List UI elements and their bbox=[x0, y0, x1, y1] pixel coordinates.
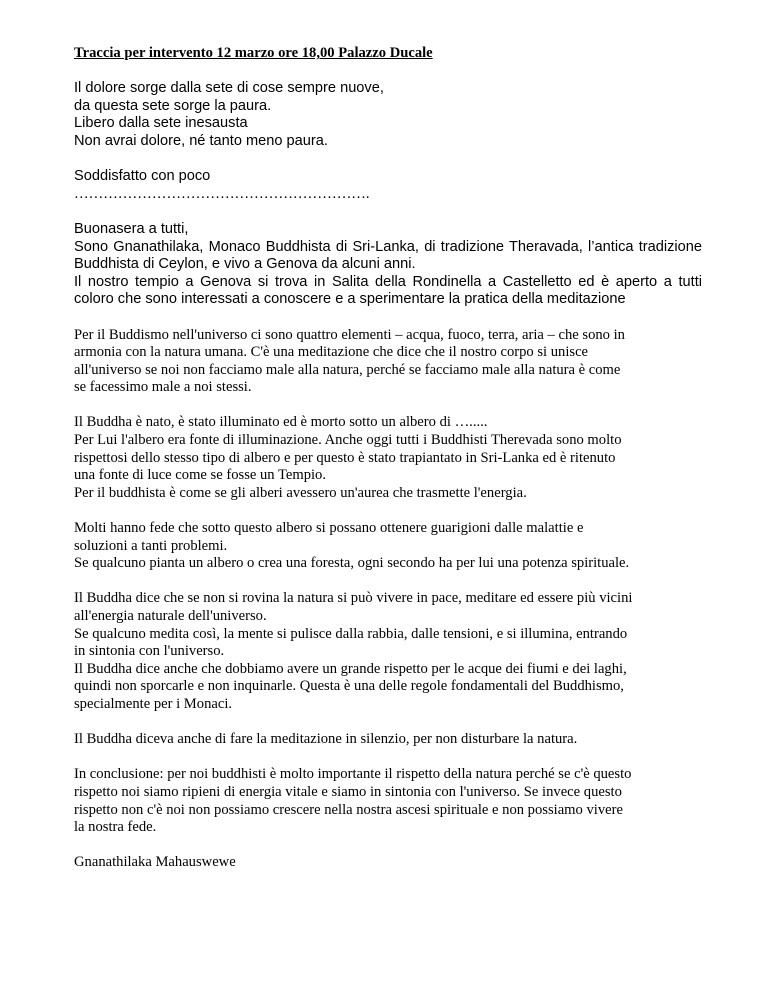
paragraph-line: Il Buddha è nato, è stato illuminato ed è morto sotto un albero di …..... bbox=[74, 414, 488, 431]
paragraph bbox=[74, 520, 702, 573]
paragraph-line: rispetto non c'è noi non possiamo crescere nella nostra ascesi spirituale e non possiamo vivere bbox=[74, 801, 623, 818]
paragraph-line: la nostra fede. bbox=[74, 819, 157, 836]
soddisfatto-block bbox=[74, 168, 702, 203]
paragraph-line: all'energia naturale dell'universo. bbox=[74, 608, 267, 624]
paragraph-line: In conclusione: per noi buddhisti è molto importante il rispetto della natura perché se c'è questo bbox=[74, 766, 632, 783]
poem-line: Il dolore sorge dalla sete di cose sempre nuove, bbox=[74, 80, 384, 97]
paragraph-line: armonia con la natura umana. C'è una meditazione che dice che il nostro corpo si unisce bbox=[74, 344, 589, 361]
dotted-line: ……………………………………………………. bbox=[74, 185, 370, 202]
paragraph-line: Se qualcuno medita così, la mente si pulisce dalla rabbia, dalle tensioni, e si illumina, entrando bbox=[74, 625, 628, 642]
paragraph-line: Per il buddhista è come se gli alberi avessero un'aurea che trasmette l'energia. bbox=[74, 484, 527, 501]
paragraph-line: Molti hanno fede che sotto questo albero si possano ottenere guarigioni dalle malattie e bbox=[74, 520, 584, 537]
paragraph-line: Il Buddha dice anche che dobbiamo avere un grande rispetto per le acque dei fiumi e dei laghi, bbox=[74, 660, 627, 677]
paragraph-line: se facessimo male a noi stessi. bbox=[74, 379, 252, 396]
paragraph-line: Il Buddha diceva anche di fare la meditazione in silenzio, per non disturbare la natura. bbox=[74, 731, 578, 748]
paragraph-line: una fonte di luce come se fosse un Tempio. bbox=[74, 467, 327, 484]
intro-greeting: Buonasera a tutti, bbox=[74, 220, 189, 237]
poem-line: Non avrai dolore, né tanto meno paura. bbox=[74, 132, 328, 149]
paragraph-line: all'universo se noi non facciamo male alla natura, perché se facciamo male alla natura è come bbox=[74, 361, 621, 378]
paragraph-line: Per Lui l'albero era fonte di illuminazione. Anche oggi tutti i Buddhisti Therevada sono molto bbox=[74, 432, 622, 449]
poem-line: Libero dalla sete inesausta bbox=[74, 115, 248, 132]
paragraph-line: in sintonia con l'universo. bbox=[74, 643, 225, 660]
intro-block bbox=[74, 221, 702, 309]
paragraph bbox=[74, 731, 702, 749]
paragraph-line: specialmente per i Monaci. bbox=[74, 695, 233, 712]
paragraph-line: Per il Buddismo nell'universo ci sono quattro elementi – acqua, fuoco, terra, aria – che sono in bbox=[74, 326, 625, 343]
paragraph-line: rispetto noi siamo ripieni di energia vitale e siamo in sintonia con l'universo. Se invece questo bbox=[74, 783, 622, 800]
paragraph bbox=[74, 766, 702, 836]
signature: Gnanathilaka Mahauswewe bbox=[74, 854, 236, 871]
paragraph-line: quindi non sporcarle e non inquinarle. Questa è una delle regole fondamentali del Buddhismo, bbox=[74, 678, 624, 695]
paragraph-line: Il Buddha dice che se non si rovina la natura si può vivere in pace, meditare ed essere più vicini bbox=[74, 590, 633, 607]
poem-line: da questa sete sorge la paura. bbox=[74, 97, 272, 114]
paragraph bbox=[74, 327, 702, 397]
paragraph-line: soluzioni a tanti problemi. bbox=[74, 537, 228, 554]
intro-text: Sono Gnanathilaka, Monaco Buddhista di Sri-Lanka, di tradizione Theravada, l’antica tradizione Buddhista di Ceylon, e vivo a Genova da alcuni anni. bbox=[74, 238, 702, 273]
soddisfatto-line: Soddisfatto con poco bbox=[74, 168, 211, 185]
poem bbox=[74, 80, 702, 150]
paragraph bbox=[74, 590, 702, 713]
paragraph bbox=[74, 414, 702, 502]
paragraph-line: rispettosi dello stesso tipo di albero e per questo è stato trapiantato in Sri-Lanka ed è ritenuto bbox=[74, 449, 616, 466]
document-title: Traccia per intervento 12 marzo ore 18,00 Palazzo Ducale bbox=[74, 45, 433, 61]
paragraph-line: Se qualcuno pianta un albero o crea una foresta, ogni secondo ha per lui una potenza spirituale. bbox=[74, 555, 630, 572]
document-page bbox=[74, 45, 702, 872]
intro-text: Il nostro tempio a Genova si trova in Salita della Rondinella a Castelletto ed è aperto a tutti coloro che sono interessati a conoscere e a sperimentare la pratica della meditazione bbox=[74, 273, 702, 308]
